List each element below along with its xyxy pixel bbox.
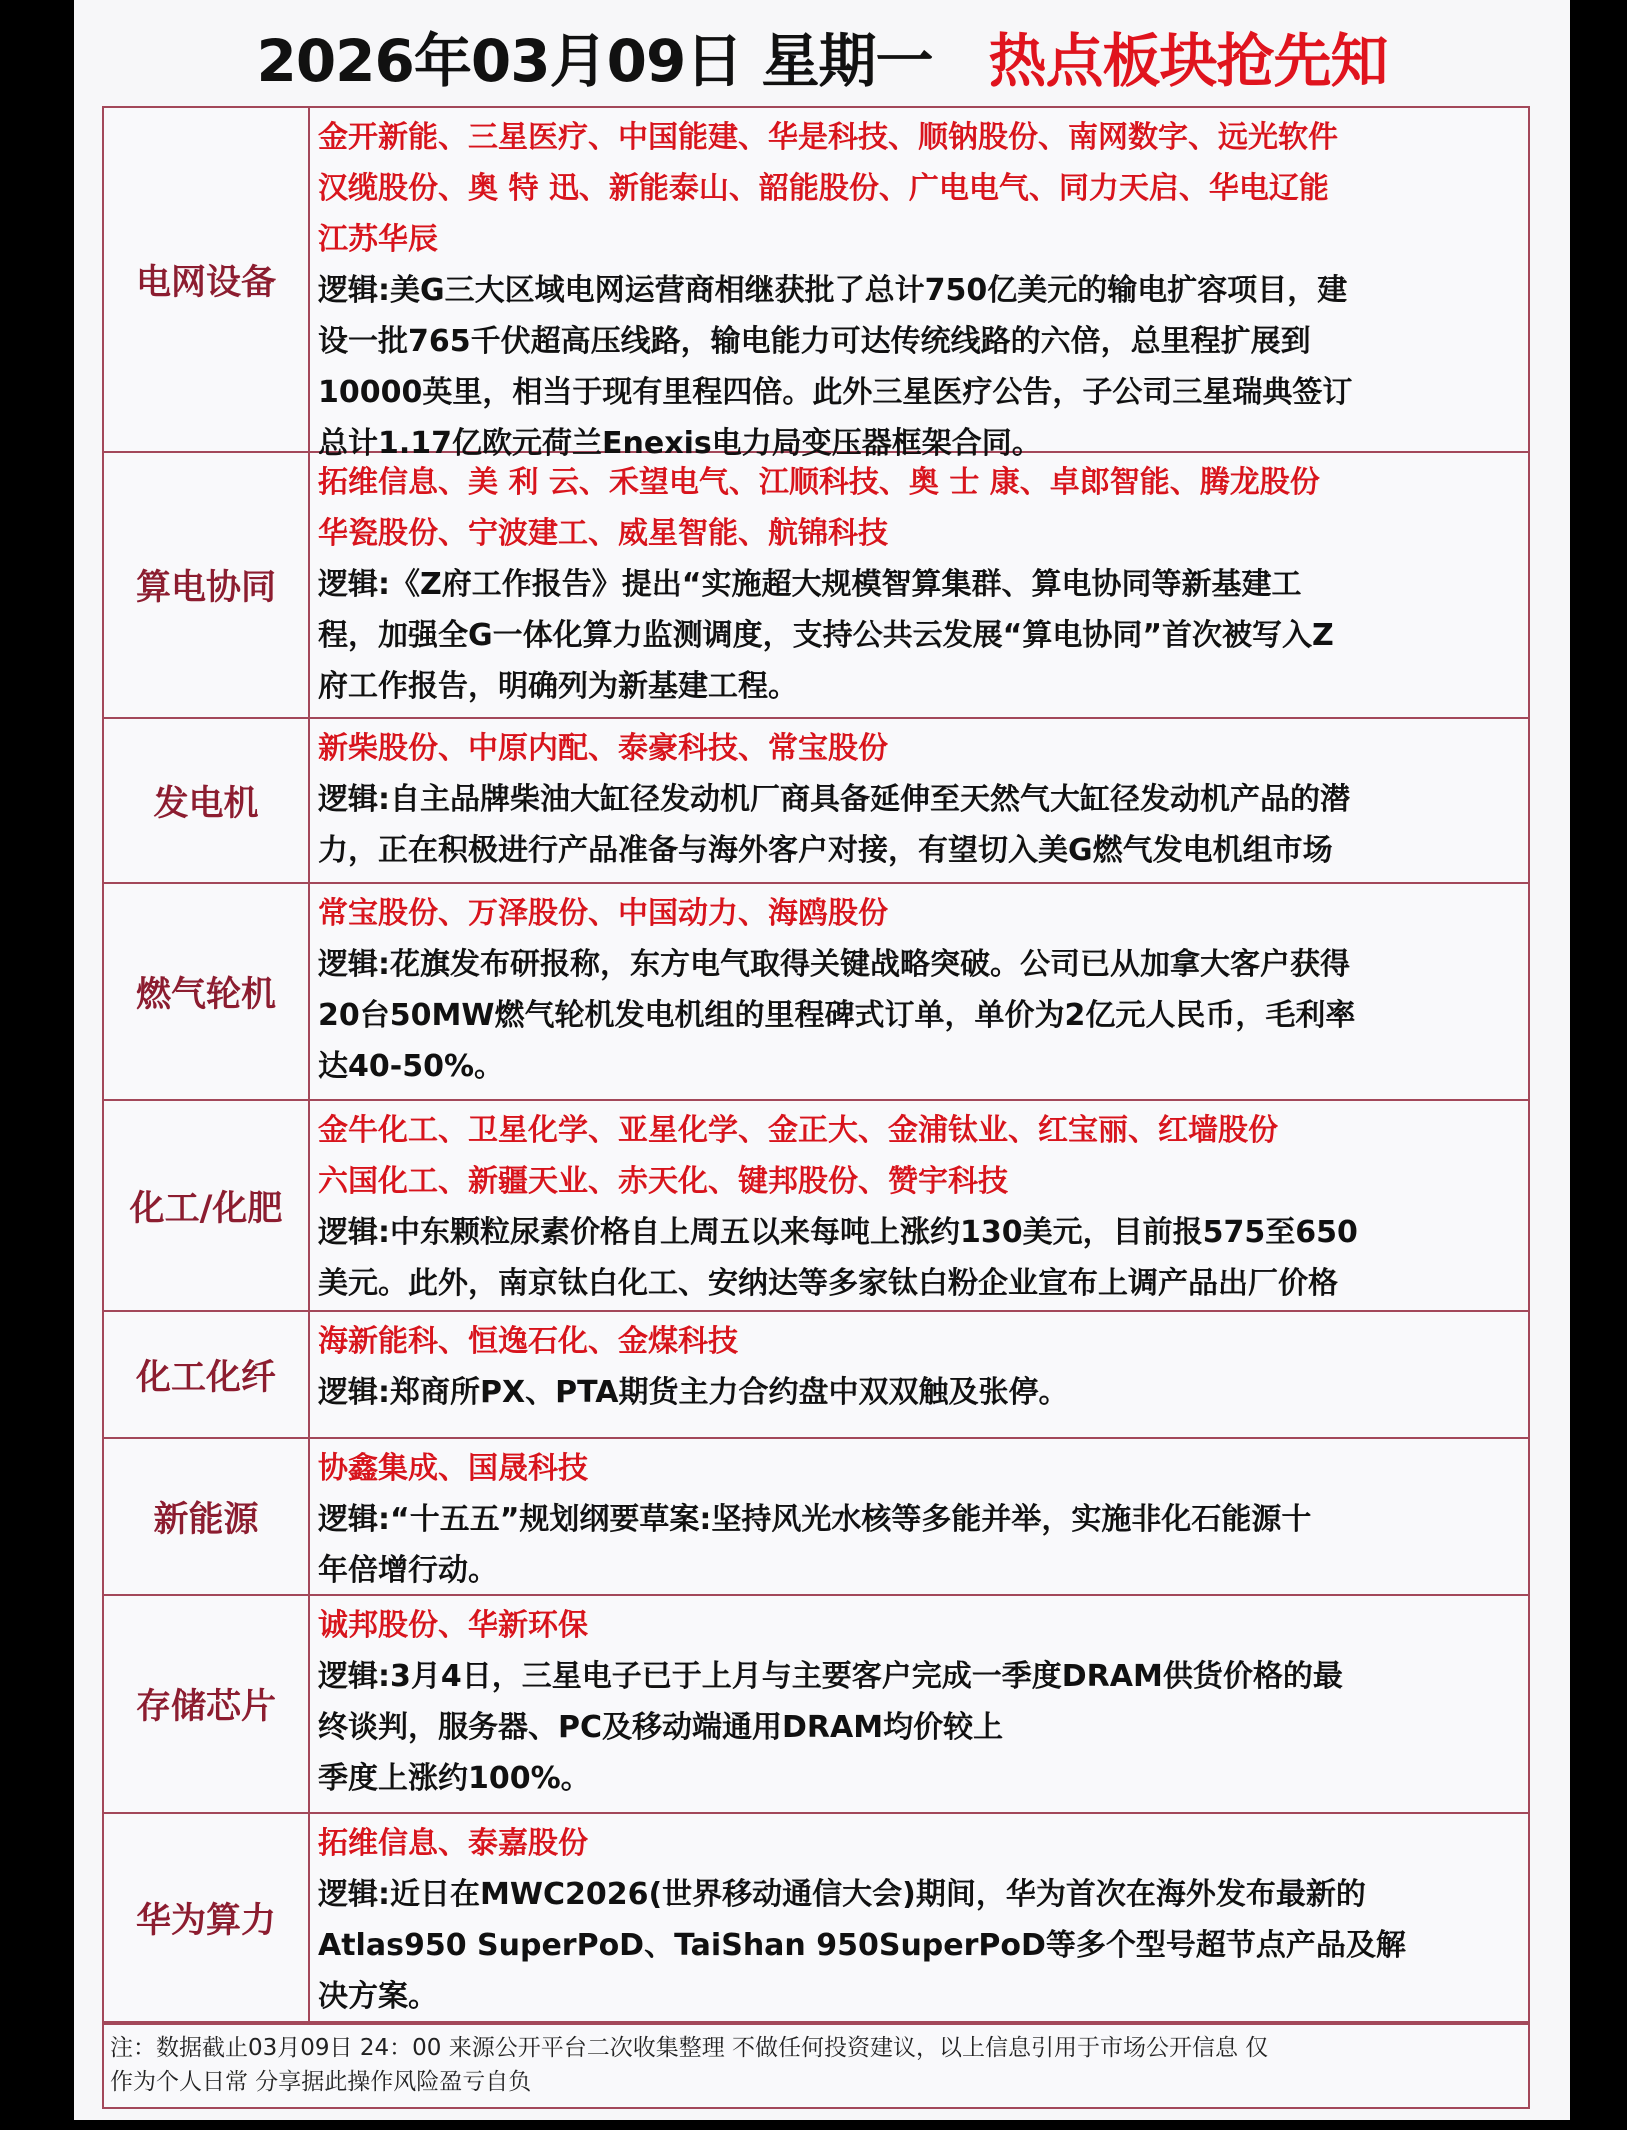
sector-table bbox=[102, 106, 1530, 2109]
stock-line: 金牛化工、卫星化学、亚星化学、金正大、金浦钛业、红宝丽、红墙股份 bbox=[318, 1113, 1278, 1148]
sector-category: 化工化纤 bbox=[104, 1312, 310, 1437]
logic-line: 逻辑:花旗发布研报称，东方电气取得关键战略突破。公司已从加拿大客户获得 bbox=[318, 947, 1350, 982]
logic-line: 季度上涨约100%。 bbox=[318, 1761, 591, 1796]
sector-content bbox=[310, 453, 1528, 717]
logic-line: 逻辑:自主品牌柴油大缸径发动机厂商具备延伸至天然气大缸径发动机产品的潜 bbox=[318, 782, 1350, 817]
sector-content bbox=[310, 719, 1528, 882]
logic-line: 总计1.17亿欧元荷兰Enexis电力局变压器框架合同。 bbox=[318, 426, 1042, 461]
title-headline: 热点板块抢先知 bbox=[988, 27, 1388, 95]
sector-category: 燃气轮机 bbox=[104, 884, 310, 1099]
stock-line: 六国化工、新疆天业、赤天化、键邦股份、赞宇科技 bbox=[318, 1164, 1008, 1199]
sector-category: 算电协同 bbox=[104, 453, 310, 717]
logic-line: 逻辑:近日在MWC2026(世界移动通信大会)期间，华为首次在海外发布最新的 bbox=[318, 1877, 1366, 1912]
logic-line: 逻辑:3月4日，三星电子已于上月与主要客户完成一季度DRAM供货价格的最 bbox=[318, 1659, 1343, 1694]
note-line: 注：数据截止03月09日 24：00 来源公开平台二次收集整理 不做任何投资建议，以上信息引用于市场公开信息 仅 bbox=[110, 2035, 1269, 2061]
logic-line: 逻辑:中东颗粒尿素价格自上周五以来每吨上涨约130美元，目前报575至650 bbox=[318, 1215, 1358, 1250]
sector-content bbox=[310, 1312, 1528, 1437]
stock-line: 华瓷股份、宁波建工、威星智能、航锦科技 bbox=[318, 516, 888, 551]
logic-line: 逻辑:“十五五”规划纲要草案:坚持风光水核等多能并举，实施非化石能源十 bbox=[318, 1502, 1312, 1537]
logic-line: 决方案。 bbox=[318, 1979, 438, 2014]
logic-line: 府工作报告，明确列为新基建工程。 bbox=[318, 669, 798, 704]
sector-category: 存储芯片 bbox=[104, 1596, 310, 1812]
title-date: 2026年03月09日 星期一 bbox=[256, 27, 933, 95]
sector-row bbox=[104, 719, 1528, 884]
logic-line: 程，加强全G一体化算力监测调度，支持公共云发展“算电协同”首次被写入Z bbox=[318, 618, 1334, 653]
sector-row bbox=[104, 1101, 1528, 1312]
stock-line: 江苏华辰 bbox=[318, 222, 438, 257]
sector-content bbox=[310, 1101, 1528, 1310]
logic-line: 终谈判，服务器、PC及移动端通用DRAM均价较上 bbox=[318, 1710, 1004, 1745]
stock-line: 诚邦股份、华新环保 bbox=[318, 1608, 588, 1643]
page-title bbox=[74, 8, 1570, 104]
sector-content bbox=[310, 1596, 1528, 1812]
sector-category: 化工/化肥 bbox=[104, 1101, 310, 1310]
sector-row bbox=[104, 1312, 1528, 1439]
sector-category: 华为算力 bbox=[104, 1814, 310, 2021]
sector-content bbox=[310, 108, 1528, 461]
sector-category: 发电机 bbox=[104, 719, 310, 882]
sector-content bbox=[310, 1439, 1528, 1594]
sector-row bbox=[104, 1596, 1528, 1814]
sector-row bbox=[104, 884, 1528, 1101]
logic-line: 年倍增行动。 bbox=[318, 1553, 498, 1588]
logic-line: 20台50MW燃气轮机发电机组的里程碑式订单，单价为2亿元人民币，毛利率 bbox=[318, 998, 1356, 1033]
sector-row bbox=[104, 108, 1528, 461]
sector-content bbox=[310, 884, 1528, 1099]
sector-row bbox=[104, 453, 1528, 719]
logic-line: 逻辑:郑商所PX、PTA期货主力合约盘中双双触及张停。 bbox=[318, 1375, 1069, 1410]
sector-row bbox=[104, 1439, 1528, 1596]
page bbox=[74, 0, 1570, 2120]
logic-line: 逻辑:美G三大区域电网运营商相继获批了总计750亿美元的输电扩容项目，建 bbox=[318, 273, 1348, 308]
logic-line: 力，正在积极进行产品准备与海外客户对接，有望切入美G燃气发电机组市场 bbox=[318, 833, 1333, 868]
logic-line: 设一批765千伏超高压线路，输电能力可达传统线路的六倍，总里程扩展到 bbox=[318, 324, 1311, 359]
logic-line: Atlas950 SuperPoD、TaiShan 950SuperPoD等多个型号超节点产品及解 bbox=[318, 1928, 1406, 1963]
stock-line: 拓维信息、美 利 云、禾望电气、江顺科技、奥 士 康、卓郎智能、腾龙股份 bbox=[318, 465, 1320, 500]
stock-line: 拓维信息、泰嘉股份 bbox=[318, 1826, 588, 1861]
sector-content bbox=[310, 1814, 1528, 2021]
stock-line: 常宝股份、万泽股份、中国动力、海鸥股份 bbox=[318, 896, 888, 931]
sector-category: 新能源 bbox=[104, 1439, 310, 1594]
stock-line: 海新能科、恒逸石化、金煤科技 bbox=[318, 1324, 738, 1359]
sector-category: 电网设备 bbox=[104, 108, 310, 451]
stock-line: 新柴股份、中原内配、泰豪科技、常宝股份 bbox=[318, 731, 888, 766]
sector-row bbox=[104, 1814, 1528, 2023]
note-line: 作为个人日常 分享据此操作风险盈亏自负 bbox=[110, 2069, 532, 2095]
stock-line: 协鑫集成、国晟科技 bbox=[318, 1451, 588, 1486]
logic-line: 逻辑:《Z府工作报告》提出“实施超大规模智算集群、算电协同等新基建工 bbox=[318, 567, 1302, 602]
logic-line: 美元。此外，南京钛白化工、安纳达等多家钛白粉企业宣布上调产品出厂价格 bbox=[318, 1266, 1338, 1301]
disclaimer-note bbox=[104, 2023, 1528, 2107]
logic-line: 10000英里，相当于现有里程四倍。此外三星医疗公告，子公司三星瑞典签订 bbox=[318, 375, 1353, 410]
stock-line: 金开新能、三星医疗、中国能建、华是科技、顺钠股份、南网数字、远光软件 bbox=[318, 120, 1338, 155]
stock-line: 汉缆股份、奥 特 迅、新能泰山、韶能股份、广电电气、同力天启、华电辽能 bbox=[318, 171, 1329, 206]
logic-line: 达40-50%。 bbox=[318, 1049, 505, 1084]
